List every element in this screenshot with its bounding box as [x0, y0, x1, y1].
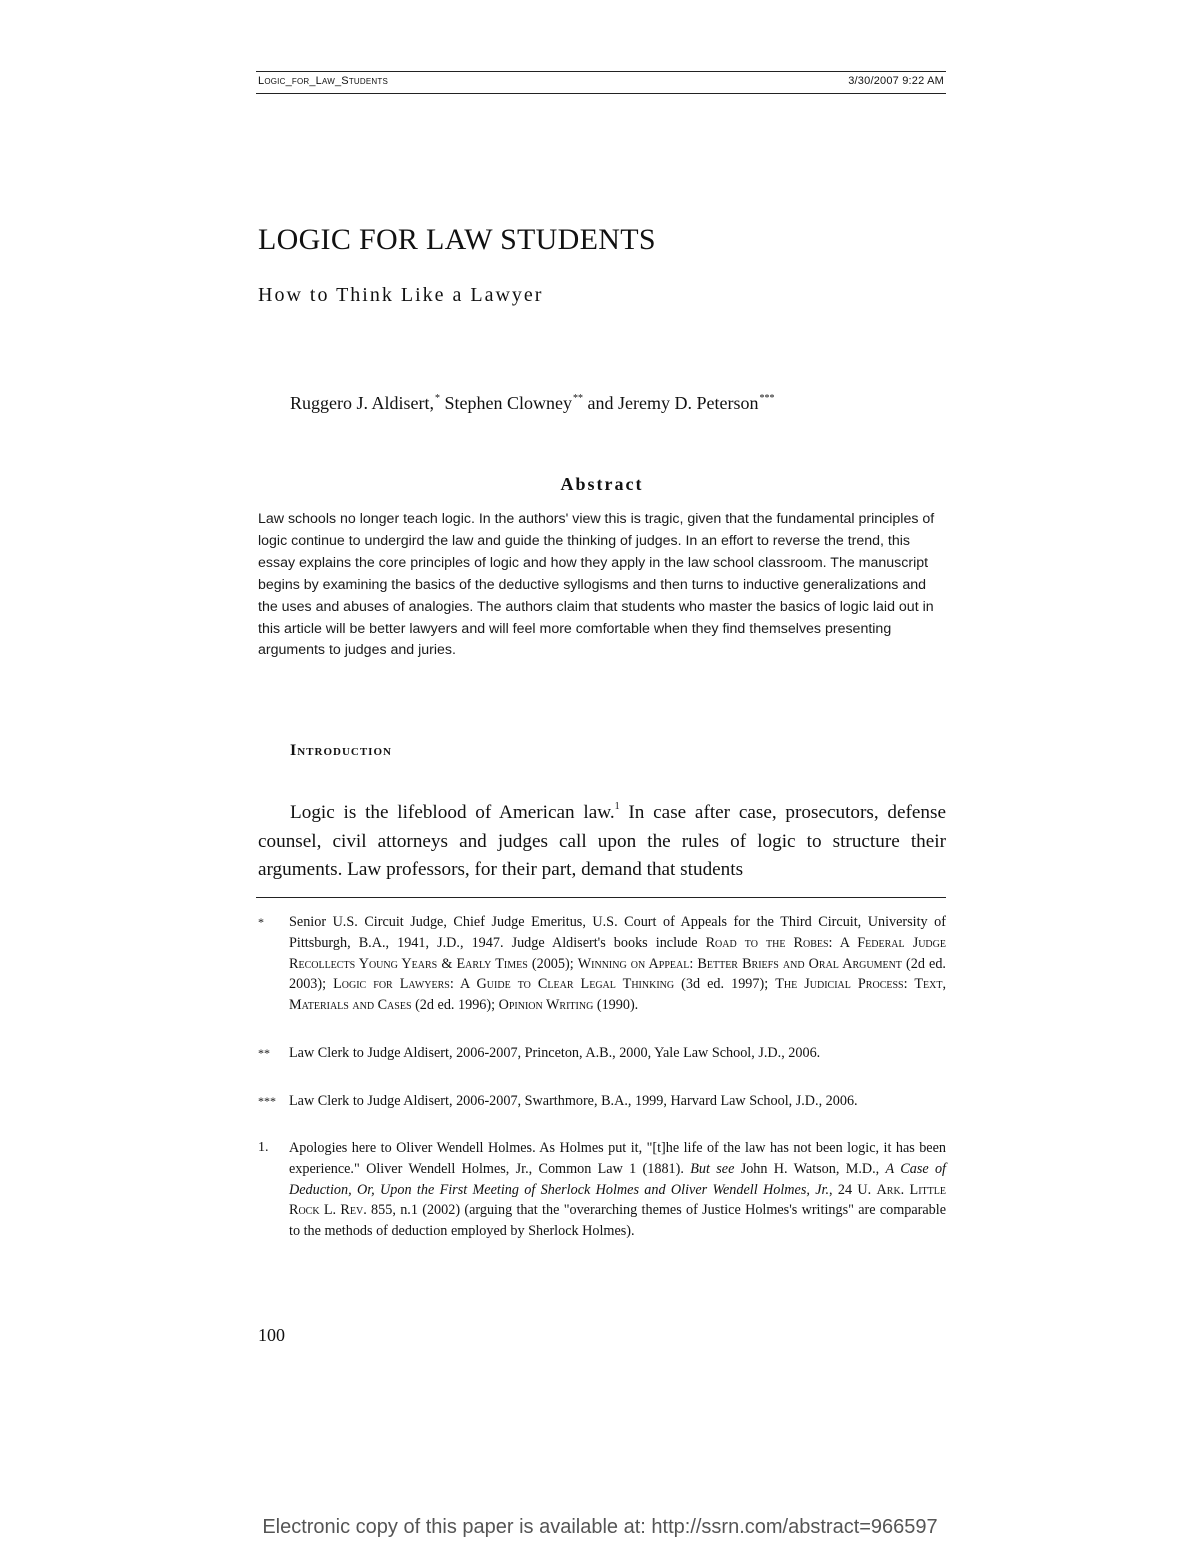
running-header-date: 3/30/2007 9:22 AM — [848, 75, 944, 87]
abstract-heading: Abstract — [560, 474, 644, 494]
footnote-text: Senior U.S. Circuit Judge, Chief Judge Emeritus, U.S. Court of Appeals for the Third Circuit, University of Pittsburgh, B.A., 1941, J.D., 1947. Judge Aldisert's books include Road to the Robes: A Federal Judge Recollects Young Years & Early Times (2005); Winning on Appeal: Better Briefs and Oral Argument (2d ed. 2003); Logic for Lawyers: A Guide to Clear Legal Thinking (3d ed. 1997); The Judicial Process: Text, Materials and Cases (2d ed. 1996); Opinion Writing (1990). — [289, 914, 946, 1014]
footnote-star — [258, 912, 946, 1016]
abstract-text: Law schools no longer teach logic. In the authors' view this is tragic, given that the fundamental principles of logic continue to undergird the law and guide the thinking of judges. In an effort to reverse the trend, this essay explains the core principles of logic and how they apply in the law school classroom. The manuscript begins by examining the basics of the deductive syllogisms and then turns to inductive generalizations and the uses and abuses of analogies. The authors claim that students who master the basics of logic laid out in this article will be better lawyers and will feel more comfortable when they find themselves presenting arguments to judges and juries. — [258, 511, 935, 659]
author-footnote-mark[interactable]: *** — [759, 393, 775, 404]
footnote-text: Law Clerk to Judge Aldisert, 2006-2007, Princeton, A.B., 2000, Yale Law School, J.D., 2006. — [289, 1045, 821, 1061]
footnote-divider — [256, 897, 946, 898]
footnote-triple-star — [258, 1091, 946, 1112]
introduction-heading: Introduction — [290, 742, 392, 759]
footnote-text: Apologies here to Oliver Wendell Holmes. As Holmes put it, "[t]he life of the law has not been logic, it has been experience." Oliver Wendell Holmes, Jr., Common Law 1 (1881). But see John H. Watson, M.D., A Case of Deduction, Or, Upon the First Meeting of Sherlock Holmes and Oliver Wendell Holmes, Jr., 24 U. Ark. Little Rock L. Rev. 855, n.1 (2002) (arguing that the "overarching themes of Justice Holmes's writings" are comparable to the methods of deduction employed by Sherlock Holmes). — [289, 1140, 946, 1240]
paper-title: LOGIC FOR LAW STUDENTS — [258, 223, 656, 256]
footnote-double-star — [258, 1043, 946, 1064]
author-line — [290, 393, 774, 414]
footnote-ref-1[interactable]: 1 — [614, 801, 620, 812]
intro-text: In case after case, prosecutors, defense counsel, civil attorneys and judges call upon the rules of logic to structure their arguments. Law professors, for their part, demand that students — [258, 802, 947, 880]
paper-subtitle: How to Think Like a Lawyer — [258, 284, 544, 306]
author-clowney: Stephen Clowney — [440, 393, 572, 413]
author-footnote-mark[interactable]: ** — [573, 393, 583, 404]
running-header-title: Logic_for_Law_Students — [258, 75, 389, 87]
page-number: 100 — [258, 1325, 285, 1345]
author-footnote-mark[interactable]: * — [435, 393, 440, 404]
footnote-1 — [258, 1138, 946, 1242]
footnote-text: Law Clerk to Judge Aldisert, 2006-2007, Swarthmore, B.A., 1999, Harvard Law School, J.D., 2006. — [289, 1093, 858, 1109]
intro-text: Logic is the lifeblood of American law. — [290, 802, 615, 823]
footnote-mark: 1. — [258, 1140, 269, 1155]
introduction-paragraph — [258, 793, 946, 885]
footnote-mark: *** — [258, 1094, 276, 1108]
running-header — [256, 71, 946, 94]
footnote-mark: ** — [258, 1046, 270, 1060]
author-peterson: and Jeremy D. Peterson — [583, 393, 759, 413]
ssrn-availability-footer[interactable]: Electronic copy of this paper is available at: http://ssrn.com/abstract=966597 — [262, 1516, 938, 1538]
footnote-mark: * — [258, 915, 264, 929]
author-aldisert: Ruggero J. Aldisert, — [290, 393, 434, 413]
